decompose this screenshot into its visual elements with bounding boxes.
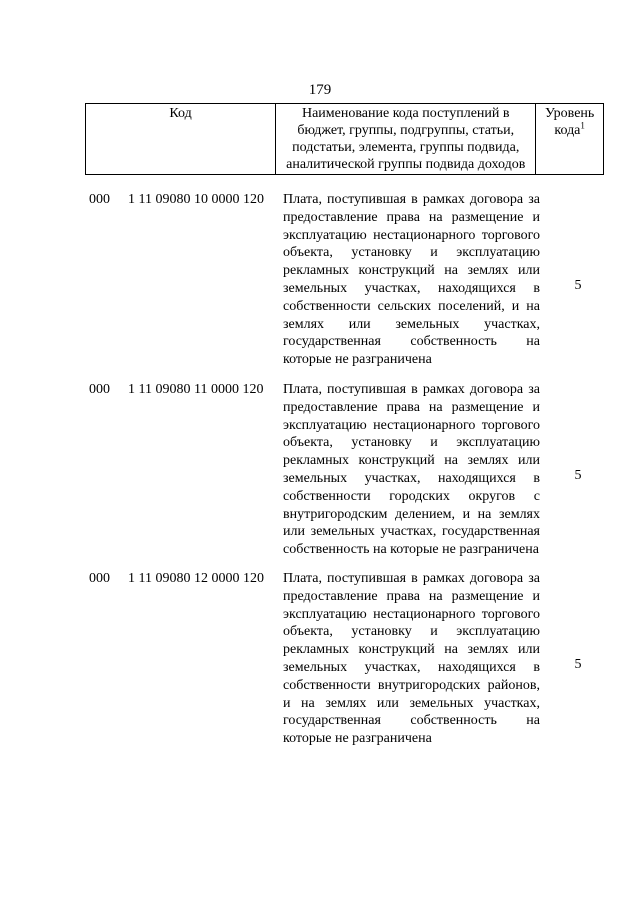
- admin-code: 000: [89, 571, 110, 586]
- level-value: 5: [574, 468, 582, 483]
- revenue-name: Плата, поступившая в рамках договора за предоставление права на размещение и эксплуатацию нестационарного торгового объекта, установку и эксплуатацию рекламных конструкций на землях или земельных участках, находящихся в собственности внутригородских районов, и на землях или земельных участках, государственная собственность на которые не разграничена: [283, 571, 540, 747]
- header-level: [536, 104, 604, 175]
- table-row: [85, 191, 604, 381]
- level-value: 5: [574, 278, 582, 293]
- table-header: [85, 103, 604, 175]
- page-number: 179: [308, 82, 332, 98]
- level-value: 5: [574, 657, 582, 672]
- table-row: [85, 570, 604, 760]
- revenue-code: 1 11 09080 12 0000 120: [128, 571, 264, 586]
- admin-code: 000: [89, 192, 110, 207]
- revenue-code: 1 11 09080 10 0000 120: [128, 192, 264, 207]
- revenue-name: Плата, поступившая в рамках договора за предоставление права на размещение и эксплуатацию нестационарного торгового объекта, установку и эксплуатацию рекламных конструкций на землях или земельных участках, находящихся в собственности городских округов с внутригородским делением, и на землях или земельных участках, государственная собственность на которые не разграничена: [283, 382, 540, 558]
- table-body: [85, 191, 604, 760]
- admin-code: 000: [89, 382, 110, 397]
- table-row: [85, 381, 604, 570]
- header-name: Наименование кода поступлений в бюджет, группы, подгруппы, статьи, подстатьи, элемента, группы подвида, аналитической группы подвида доходов: [276, 104, 536, 175]
- header-code: Код: [86, 104, 276, 175]
- header-level-label: Уровень кода: [544, 106, 595, 138]
- revenue-name: Плата, поступившая в рамках договора за предоставление права на размещение и эксплуатацию нестационарного торгового объекта, установку и эксплуатацию рекламных конструкций на землях или земельных участках, находящихся в собственности сельских поселений, и на землях или земельных участках, государственная собственность на которые не разграничена: [283, 192, 540, 368]
- footnote-marker: 1: [580, 120, 585, 131]
- revenue-code: 1 11 09080 11 0000 120: [128, 382, 264, 397]
- header-row: [86, 104, 604, 175]
